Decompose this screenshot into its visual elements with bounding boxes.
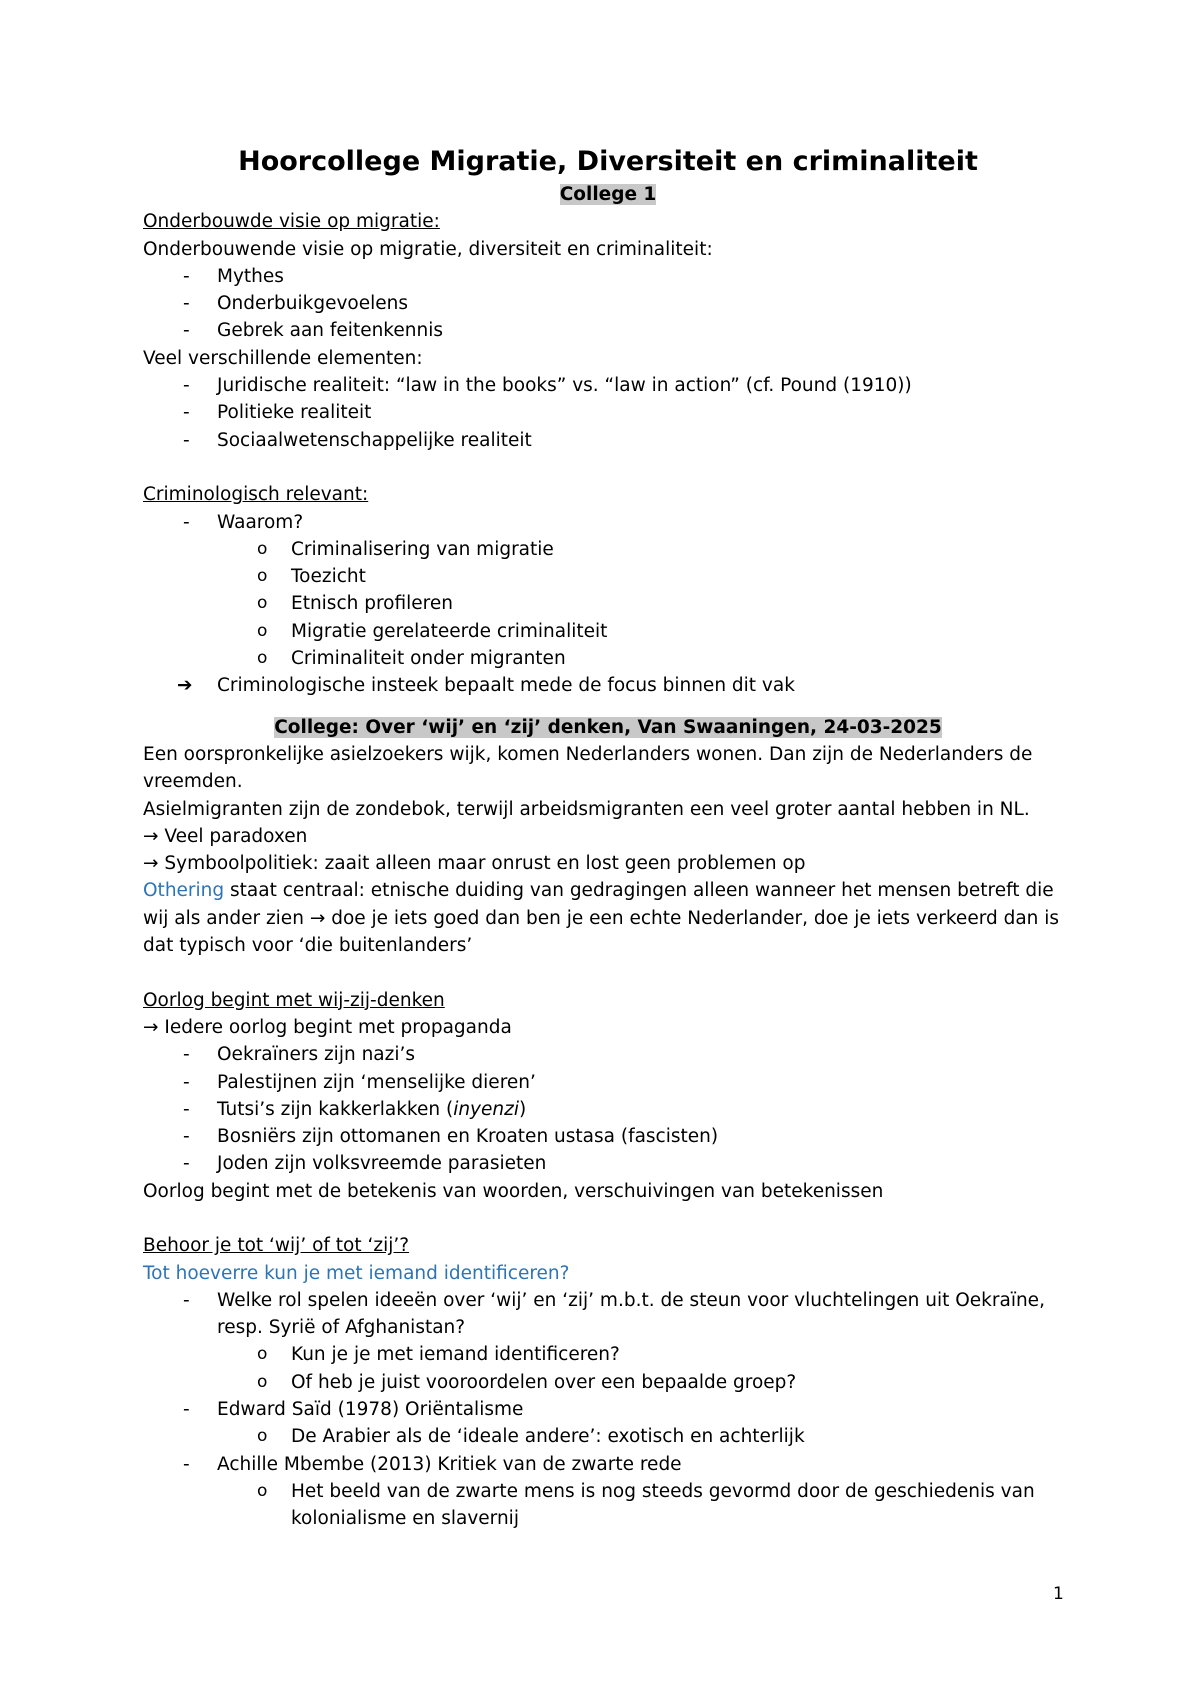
- sub-list-item: o Of heb je juist vooroordelen over een bepaalde groep?: [143, 1369, 1073, 1396]
- arrow-line: → Symboolpolitiek: zaait alleen maar onrust en lost geen problemen op: [143, 853, 806, 875]
- paragraph: Oorlog begint met de betekenis van woorden, verschuivingen van betekenissen: [143, 1180, 884, 1202]
- list-item: - Politieke realiteit: [143, 399, 1073, 426]
- sub-list-item: o De Arabier als de ‘ideale andere’: exotisch en achterlijk: [143, 1423, 1073, 1450]
- list-item: - Sociaalwetenschappelijke realiteit: [143, 427, 1073, 454]
- sub-list-item: o Etnisch profileren: [143, 590, 1073, 617]
- page-title: Hoorcollege Migratie, Diversiteit en criminaliteit: [238, 146, 978, 177]
- paragraph: Asielmigranten zijn de zondebok, terwijl arbeidsmigranten een veel groter aantal hebben in NL.: [143, 798, 1030, 820]
- list-item: - Tutsi’s zijn kakkerlakken (inyenzi): [143, 1096, 1073, 1123]
- document-page: [143, 143, 1073, 1533]
- intro-text-2: Veel verschillende elementen:: [143, 347, 423, 369]
- college-2-header: College: Over ‘wij’ en ‘zij’ denken, Van Swaaningen, 24-03-2025: [274, 716, 942, 738]
- list-item: - Palestijnen zijn ‘menselijke dieren’: [143, 1069, 1073, 1096]
- list-item: - Joden zijn volksvreemde parasieten: [143, 1150, 1073, 1177]
- arrow-icon: →: [143, 853, 159, 875]
- intro-text: Onderbouwende visie op migratie, diversiteit en criminaliteit:: [143, 238, 713, 260]
- othering-paragraph: Othering staat centraal: etnische duiding van gedragingen alleen wanneer het mensen betreft die wij als ander zien → doe je iets goed dan ben je een echte Nederlander, doe je iets verkeerd dan is dat typisch voor ‘die buitenlanders’: [143, 880, 1060, 957]
- sub-list-item: o Het beeld van de zwarte mens is nog steeds gevormd door de geschiedenis van kolonialisme en slavernij: [143, 1478, 1073, 1533]
- sub-list-item: o Kun je je met iemand identificeren?: [143, 1341, 1073, 1368]
- conclusion-line: ➔ Criminologische insteek bepaalt mede de focus binnen dit vak: [143, 672, 1073, 699]
- list-item: - Gebrek aan feitenkennis: [143, 317, 1073, 344]
- list-item: - Juridische realiteit: “law in the books” vs. “law in action” (cf. Pound (1910)): [143, 372, 1073, 399]
- page-number: 1: [1053, 1584, 1064, 1604]
- list-item: - Welke rol spelen ideeën over ‘wij’ en ‘zij’ m.b.t. de steun voor vluchtelingen uit Oekraïne, resp. Syrië of Afghanistan?: [143, 1287, 1073, 1342]
- paragraph: Een oorspronkelijke asielzoekers wijk, komen Nederlanders wonen. Dan zijn de Nederlanders de vreemden.: [143, 743, 1033, 793]
- arrow-line: → Iedere oorlog begint met propaganda: [143, 1016, 512, 1038]
- sub-list-item: o Migratie gerelateerde criminaliteit: [143, 618, 1073, 645]
- heading-behoor-je: Behoor je tot ‘wij’ of tot ‘zij’?: [143, 1235, 410, 1257]
- list-item: - Edward Saïd (1978) Oriëntalisme: [143, 1396, 1073, 1423]
- arrow-line: → Veel paradoxen: [143, 825, 308, 847]
- list-item: - Onderbuikgevoelens: [143, 290, 1073, 317]
- list-item: - Oekraïners zijn nazi’s: [143, 1041, 1073, 1068]
- list-item: - Waarom?: [143, 509, 1073, 536]
- sub-list-item: o Toezicht: [143, 563, 1073, 590]
- question-text: Tot hoeverre kun je met iemand identificeren?: [143, 1262, 570, 1284]
- college-1-label: College 1: [559, 184, 657, 205]
- othering-term: Othering: [143, 880, 225, 902]
- list-item: - Bosniërs zijn ottomanen en Kroaten ustasa (fascisten): [143, 1123, 1073, 1150]
- arrow-icon: →: [143, 1016, 159, 1038]
- list-item: - Achille Mbembe (2013) Kritiek van de zwarte rede: [143, 1451, 1073, 1478]
- heading-criminologisch-relevant: Criminologisch relevant:: [143, 484, 369, 506]
- arrow-icon: →: [309, 907, 326, 929]
- sub-list-item: o Criminalisering van migratie: [143, 536, 1073, 563]
- heading-oorlog: Oorlog begint met wij-zij-denken: [143, 989, 445, 1011]
- heading-onderbouwde-visie: Onderbouwde visie op migratie:: [143, 211, 440, 233]
- sub-list-item: o Criminaliteit onder migranten: [143, 645, 1073, 672]
- arrow-icon: →: [143, 825, 159, 847]
- arrow-icon: ➔: [177, 675, 193, 697]
- list-item: - Mythes: [143, 263, 1073, 290]
